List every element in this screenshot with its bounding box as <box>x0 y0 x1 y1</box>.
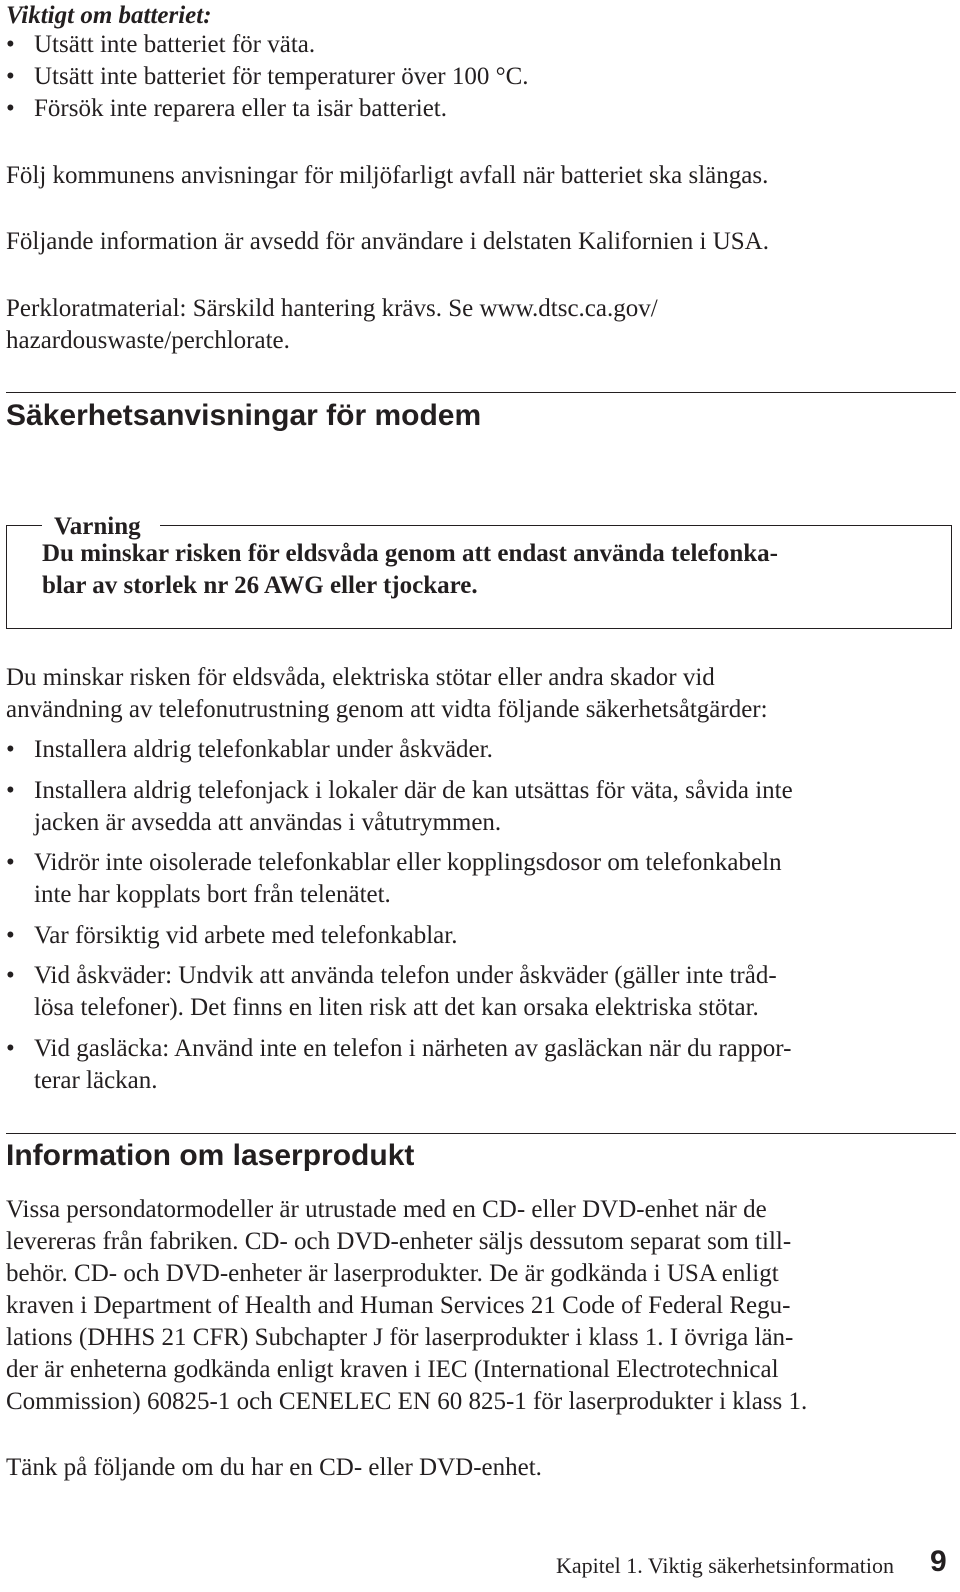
bullet-icon: • <box>6 63 15 90</box>
footer-chapter: Kapitel 1. Viktig säkerhetsinformation <box>556 1553 894 1578</box>
section-divider <box>6 1133 956 1134</box>
list-item-text: Installera aldrig telefonjack i lokaler där de kan utsättas för väta, såvida inte <box>34 777 793 804</box>
list-item-text: Vidrör inte oisolerade telefonkablar eller kopplingsdosor om telefonkabeln <box>34 849 782 876</box>
perchlorate-text-line1: Perkloratmaterial: Särskild hantering krävs. Se www.dtsc.ca.gov/ <box>6 295 658 322</box>
battery-heading: Viktigt om batteriet: <box>6 2 212 29</box>
list-item-text: jacken är avsedda att användas i våtutrymmen. <box>34 809 502 836</box>
bullet-icon: • <box>6 922 15 949</box>
list-item-text: terar läckan. <box>34 1067 158 1094</box>
laser-closing-text: Tänk på följande om du har en CD- eller DVD-enhet. <box>6 1454 542 1481</box>
list-item-text: Vid åskväder: Undvik att använda telefon under åskväder (gäller inte tråd- <box>34 962 777 989</box>
california-text: Följande information är avsedd för användare i delstaten Kalifornien i USA. <box>6 228 769 255</box>
bullet-icon: • <box>6 95 15 122</box>
warning-box-top-border <box>6 525 42 526</box>
list-item-text: Utsätt inte batteriet för väta. <box>34 31 316 58</box>
modem-heading: Säkerhetsanvisningar för modem <box>6 399 482 432</box>
list-item-text: Utsätt inte batteriet för temperaturer över 100 °C. <box>34 63 529 90</box>
warning-text-line1: Du minskar risken för eldsvåda genom att endast använda telefonka- <box>42 540 778 567</box>
disposal-text: Följ kommunens anvisningar för miljöfarligt avfall när batteriet ska slängas. <box>6 162 769 189</box>
bullet-icon: • <box>6 777 15 804</box>
modem-intro-line2: användning av telefonutrustning genom att vidta följande säkerhetsåtgärder: <box>6 696 768 723</box>
bullet-icon: • <box>6 962 15 989</box>
section-divider <box>6 392 956 393</box>
laser-paragraph-line: levereras från fabriken. CD- och DVD-enheter säljs dessutom separat som till- <box>6 1228 792 1255</box>
warning-box-top-border <box>160 525 952 526</box>
bullet-icon: • <box>6 31 15 58</box>
laser-paragraph-line: Vissa persondatormodeller är utrustade med en CD- eller DVD-enhet när de <box>6 1196 767 1223</box>
warning-text-line2: blar av storlek nr 26 AWG eller tjockare. <box>42 572 478 599</box>
page-number: 9 <box>930 1545 947 1578</box>
laser-paragraph-line: der är enheterna godkända enligt kraven i IEC (International Electrotechnical <box>6 1356 779 1383</box>
laser-heading: Information om laserprodukt <box>6 1139 415 1172</box>
list-item-text: Vid gasläcka: Använd inte en telefon i närheten av gasläckan när du rappor- <box>34 1035 792 1062</box>
list-item-text: Var försiktig vid arbete med telefonkablar. <box>34 922 458 949</box>
list-item-text: inte har kopplats bort från telenätet. <box>34 881 391 908</box>
perchlorate-text-line2: hazardouswaste/perchlorate. <box>6 327 290 354</box>
warning-title: Varning <box>54 513 141 540</box>
laser-paragraph-line: lations (DHHS 21 CFR) Subchapter J för laserprodukter i klass 1. I övriga län- <box>6 1324 794 1351</box>
bullet-icon: • <box>6 736 15 763</box>
laser-paragraph-line: behör. CD- och DVD-enheter är laserprodukter. De är godkända i USA enligt <box>6 1260 779 1287</box>
list-item-text: Installera aldrig telefonkablar under åskväder. <box>34 736 493 763</box>
list-item-text: lösa telefoner). Det finns en liten risk att det kan orsaka elektriska stötar. <box>34 994 759 1021</box>
bullet-icon: • <box>6 1035 15 1062</box>
list-item-text: Försök inte reparera eller ta isär batteriet. <box>34 95 448 122</box>
modem-intro-line1: Du minskar risken för eldsvåda, elektriska stötar eller andra skador vid <box>6 664 715 691</box>
laser-paragraph-line: Commission) 60825-1 och CENELEC EN 60 825-1 för laserprodukter i klass 1. <box>6 1388 808 1415</box>
bullet-icon: • <box>6 849 15 876</box>
laser-paragraph-line: kraven i Department of Health and Human Services 21 Code of Federal Regu- <box>6 1292 791 1319</box>
